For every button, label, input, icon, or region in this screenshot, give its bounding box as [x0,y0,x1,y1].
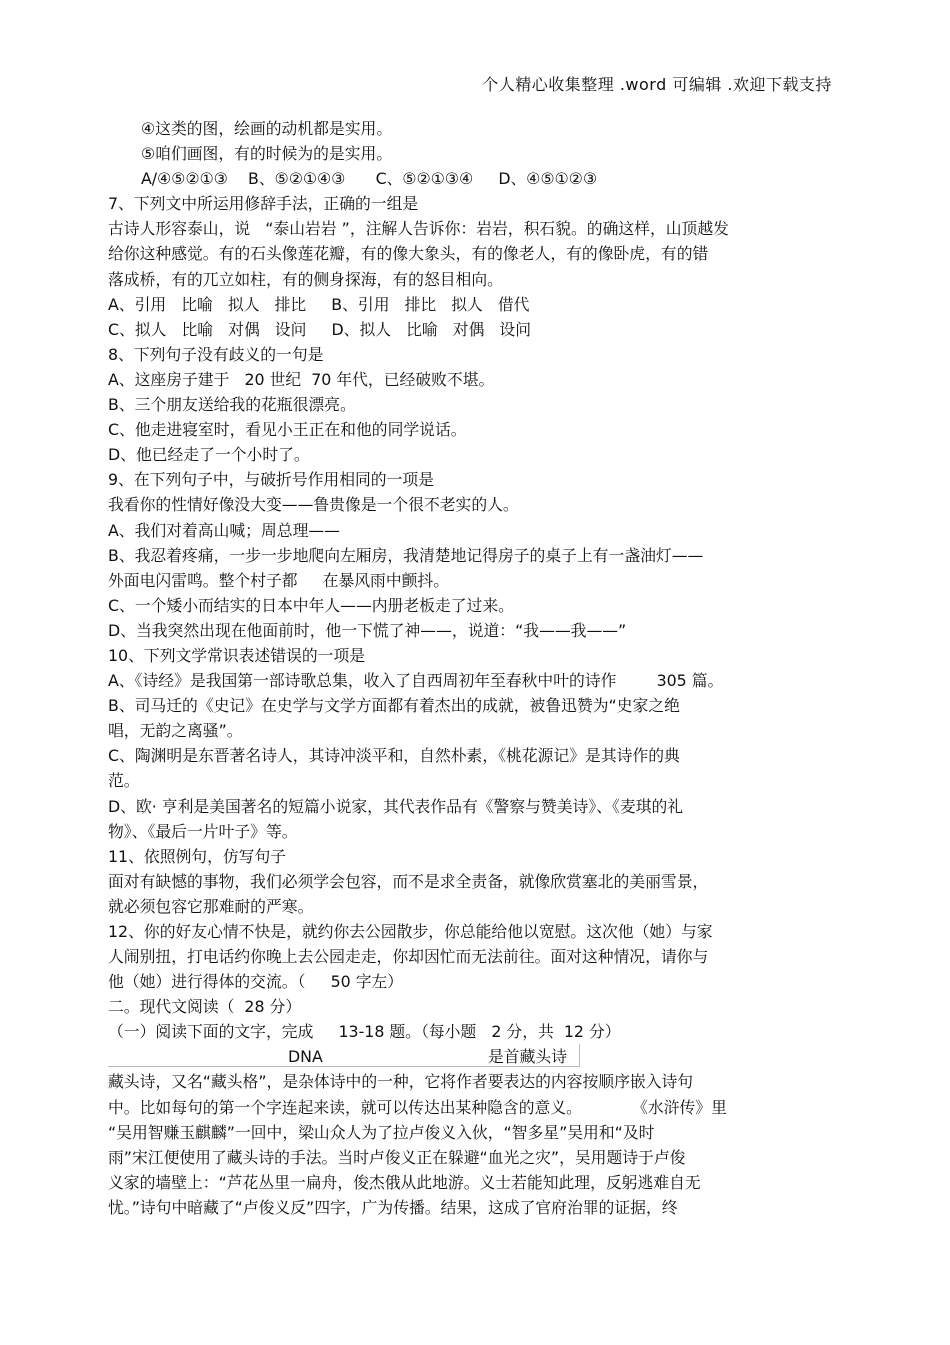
questions-block [108,191,838,1044]
passage-block [108,1069,838,1220]
passage-title-right: 是首藏头诗 [488,1047,567,1067]
text-line: 唱，无韵之离骚”。 [108,721,243,741]
text-line: C、拟人 比喻 对偶 设问 D、拟人 比喻 对偶 设问 [108,319,532,339]
text-line: 范。 [108,771,140,791]
text-line: 藏头诗，又名“藏头格”，是杂体诗中的一种，它将作者要表达的内容按顺序嵌入诗句 [108,1072,694,1092]
passage-title-row [108,1044,838,1069]
text-line: C、他走进寝室时，看见小王正在和他的同学说话。 [108,420,467,440]
text-line: D、欧· 亨利是美国著名的短篇小说家，其代表作品有《警察与赞美诗》、《麦琪的礼 [108,796,684,816]
text-line: 8、下列句子没有歧义的一句是 [108,344,324,364]
text-line: B、我忍着疼痛，一步一步地爬向左厢房，我清楚地记得房子的桌子上有一盏油灯—— [108,545,704,565]
passage-title-left: DNA [288,1047,323,1067]
text-line: 二。现代文阅读（ 28 分） [108,997,302,1017]
text-line: 人闹别扭，打电话约你晚上去公园走走，你却因忙而无法前往。面对这种情况，请你与 [108,947,709,967]
text-line: B、三个朋友送给我的花瓶很漂亮。 [108,395,356,415]
text-line: 外面电闪雷鸣。整个村子都 在暴风雨中颤抖。 [108,570,450,590]
text-line: （一）阅读下面的文字，完成 13-18 题。（每小题 2 分，共 12 分） [108,1022,621,1042]
text-line: 中。比如每句的第一个字连起来读，就可以传达出某种隐含的意义。 《水浒传》里 [108,1097,727,1117]
text-line: B、司马迁的《史记》在史学与文学方面都有着杰出的成就，被鲁迅赞为“史家之绝 [108,696,680,716]
text-line: 落成桥，有的兀立如柱，有的侧身探海，有的怒目相向。 [108,269,503,289]
text-line: “吴用智赚玉麒麟”一回中，梁山众人为了拉卢俊义入伙，“智多星”吴用和“及时 [108,1122,655,1142]
text-line: C、陶渊明是东晋著名诗人，其诗冲淡平和，自然朴素，《桃花源记》是其诗作的典 [108,746,680,766]
text-line: 给你这种感觉。有的石头像莲花瓣，有的像大象头，有的像老人，有的像卧虎，有的错 [108,244,709,264]
text-line: 义家的墙壁上：“芦花丛里一扁舟，俊杰俄从此地游。义士若能知此理，反躬逃难自无 [108,1172,701,1192]
text-line: ④这类的图，绘画的动机都是实用。 [141,119,393,138]
divider [108,1066,580,1067]
text-line: 10、下列文学常识表述错误的一项是 [108,645,366,665]
text-line: D、他已经走了一个小时了。 [108,445,310,465]
text-line: A、我们对着高山喊；周总理—— [108,520,340,540]
text-line: 物》、《最后一片叶子》等。 [108,821,298,841]
document-body [108,116,838,1220]
divider [579,1044,580,1066]
text-line: 9、在下列句子中，与破折号作用相同的一项是 [108,470,434,490]
text-line: D、当我突然出现在他面前时，他一下慌了神——，说道：“我——我——” [108,620,627,640]
text-line: 雨”宋江便使用了藏头诗的手法。当时卢俊义正在躲避“血光之灾”，吴用题诗于卢俊 [108,1147,686,1167]
text-line: A、引用 比喻 拟人 排比 B、引用 排比 拟人 借代 [108,294,530,314]
text-line: 面对有缺憾的事物，我们必须学会包容，而不是求全责备，就像欣赏塞北的美丽雪景， [108,871,709,891]
text-line: 12、你的好友心情不快是，就约你去公园散步，你总能给他以宽慰。这次他（她）与家 [108,922,713,941]
text-line: A、《诗经》是我国第一部诗歌总集，收入了自西周初年至春秋中叶的诗作 305 篇。 [108,671,724,691]
text-line: 古诗人形容泰山，说 “泰山岩岩 ”，注解人告诉你：岩岩，积石貌。的确这样，山顶越发 [108,219,729,239]
text-line: 他（她）进行得体的交流。（ 50 字左） [108,972,404,992]
text-line: 11、依照例句，仿写句子 [108,846,287,866]
page-header: 个人精心收集整理 .word 可编辑 .欢迎下载支持 [482,75,832,94]
options-block [108,116,838,191]
text-line: ⑤咱们画图，有的时候为的是实用。 [141,144,393,164]
text-line: 就必须包容它那难耐的严寒。 [108,896,314,916]
text-line: 忧。”诗句中暗藏了“卢俊义反”四字，广为传播。结果，这成了官府治罪的证据，终 [108,1197,678,1217]
text-line: 7、下列文中所运用修辞手法，正确的一组是 [108,194,419,214]
text-line: A/④⑤②①③ B、⑤②①④③ C、⑤②①③④ D、④⑤①②③ [141,169,598,189]
text-line: C、一个矮小而结实的日本中年人——内册老板走了过来。 [108,595,514,615]
text-line: A、这座房子建于 20 世纪 70 年代，已经破败不堪。 [108,369,495,389]
text-line: 我看你的性情好像没大变——鲁贵像是一个很不老实的人。 [108,495,519,515]
